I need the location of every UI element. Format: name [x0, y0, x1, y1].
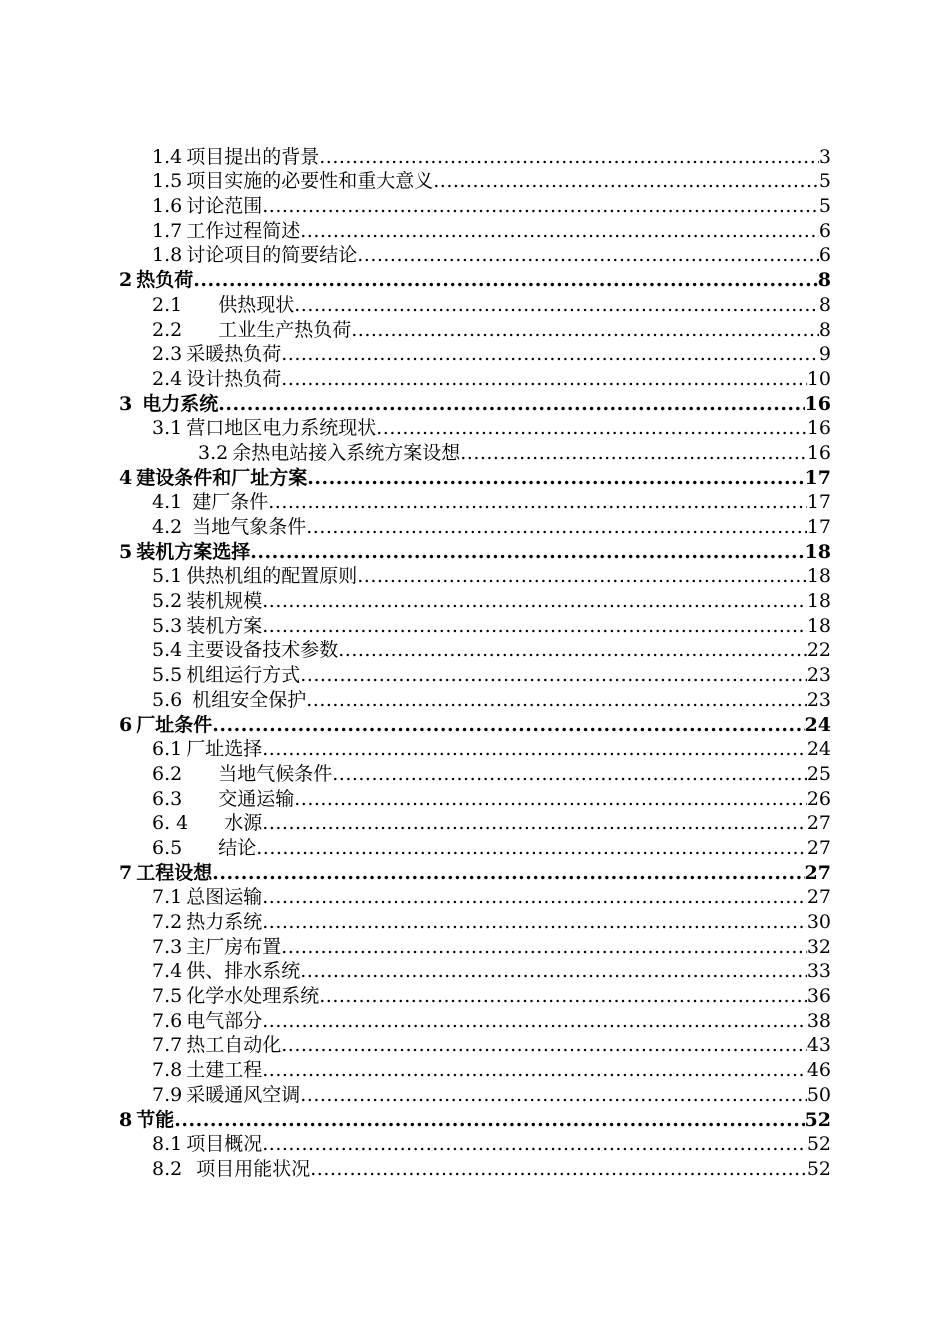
toc-page-number: 27: [806, 812, 831, 835]
toc-entry-text: 主厂房布置: [186, 935, 282, 958]
toc-entry-text: 装机方案: [186, 614, 263, 637]
toc-dot-leader: [376, 416, 807, 440]
toc-entry-title: [152, 342, 281, 366]
toc-page-number: 25: [806, 762, 831, 785]
toc-page-number: 5: [818, 170, 831, 193]
toc-dot-leader: [351, 318, 819, 342]
toc-entry-text: 化学水处理系统: [186, 985, 320, 1008]
toc-dot-leader: [262, 811, 807, 835]
toc-entry-text: 工作过程简述: [186, 219, 301, 242]
toc-entry-title: [152, 293, 294, 317]
toc-entry-title: [119, 1108, 174, 1132]
toc-entry[interactable]: [0, 317, 831, 342]
toc-dot-leader: [306, 515, 807, 539]
toc-entry-number: 4: [119, 466, 133, 489]
toc-page-number: 52: [804, 1108, 831, 1131]
toc-entry-title: [152, 688, 306, 712]
toc-entry-text: 项目提出的背景: [186, 145, 320, 168]
toc-entry[interactable]: [0, 366, 831, 391]
toc-entry[interactable]: [0, 243, 831, 268]
toc-entry-text: 热负荷: [136, 269, 194, 292]
toc-entry-title: [119, 861, 212, 885]
toc-dot-leader: [307, 466, 804, 490]
toc-page-number: 6: [818, 219, 831, 242]
toc-page-number: 43: [806, 1034, 831, 1057]
toc-dot-leader: [262, 614, 807, 638]
toc-dot-leader: [294, 293, 819, 317]
toc-entry[interactable]: [0, 416, 831, 441]
toc-entry-number: 8.1: [152, 1133, 183, 1156]
toc-dot-leader: [281, 342, 819, 366]
toc-entry-text: 结论: [218, 836, 257, 859]
toc-entry-number: 5.5: [152, 664, 183, 687]
toc-dot-leader: [193, 268, 818, 292]
toc-entry-number: 5.4: [152, 639, 183, 662]
toc-entry-text: 采暖热负荷: [186, 343, 282, 366]
toc-dot-leader: [357, 564, 807, 588]
toc-entry[interactable]: [0, 144, 831, 169]
toc-entry[interactable]: [0, 218, 831, 243]
toc-entry-text: 工业生产热负荷: [218, 318, 352, 341]
toc-dot-leader: [262, 1009, 807, 1033]
toc-entry[interactable]: [0, 342, 831, 367]
toc-dot-leader: [281, 367, 807, 391]
toc-entry-number: 3.1: [152, 417, 183, 440]
toc-entry[interactable]: [0, 1107, 831, 1132]
toc-dot-leader: [433, 169, 819, 193]
toc-entry-title: [152, 737, 262, 761]
toc-dot-leader: [300, 959, 807, 983]
toc-entry-number: 5: [119, 540, 133, 563]
toc-entry-number: 7.6: [152, 1009, 183, 1032]
toc-entry-title: [119, 268, 193, 292]
toc-entry-title: [152, 243, 357, 267]
toc-entry-title: [152, 811, 262, 835]
toc-page-number: 16: [806, 417, 831, 440]
toc-page-number: 17: [804, 466, 831, 489]
toc-entry-number: 2.1: [152, 293, 183, 316]
toc-entry[interactable]: [0, 712, 831, 737]
toc-entry-title: [119, 392, 218, 416]
toc-entry-title: [198, 441, 460, 465]
toc-page-number: 3: [818, 145, 831, 168]
toc-entry-number: 2.4: [152, 367, 183, 390]
toc-page-number: 10: [806, 367, 831, 390]
toc-entry-text: 主要设备技术参数: [186, 639, 339, 662]
toc-entry-title: [152, 1157, 310, 1181]
toc-entry[interactable]: [0, 761, 831, 786]
toc-entry-title: [152, 910, 262, 934]
toc-dot-leader: [262, 885, 807, 909]
toc-page-number: 23: [806, 688, 831, 711]
toc-page-number: 17: [806, 491, 831, 514]
toc-entry-text: 厂址选择: [186, 738, 263, 761]
toc-entry[interactable]: [0, 885, 831, 910]
toc-entry-number: 6.5: [152, 836, 183, 859]
toc-entry-title: [152, 367, 281, 391]
toc-entry-text: 厂址条件: [136, 713, 213, 736]
toc-entry[interactable]: [0, 193, 831, 218]
toc-entry[interactable]: [0, 934, 831, 959]
toc-entry-text: 热工自动化: [186, 1034, 282, 1057]
toc-entry[interactable]: [0, 909, 831, 934]
toc-page-number: 18: [806, 614, 831, 637]
toc-entry-text: 当地气象条件: [192, 516, 307, 538]
toc-entry-number: 6.3: [152, 787, 183, 810]
toc-entry[interactable]: [0, 860, 831, 885]
toc-page-number: 26: [806, 787, 831, 810]
toc-entry-text: 电气部分: [186, 1009, 263, 1032]
toc-entry[interactable]: [0, 588, 831, 613]
toc-entry[interactable]: [0, 1008, 831, 1033]
toc-entry-title: [152, 959, 300, 983]
toc-entry-text: 当地气候条件: [218, 762, 333, 785]
toc-entry-title: [152, 638, 338, 662]
toc-entry-number: 1.8: [152, 244, 183, 267]
toc-dot-leader: [306, 688, 807, 712]
toc-page-number: 30: [806, 911, 831, 933]
toc-entry[interactable]: [0, 1132, 831, 1157]
toc-entry-text: 营口地区电力系统现状: [186, 417, 377, 440]
toc-entry[interactable]: [0, 1033, 831, 1058]
toc-entry-number: 8.2: [152, 1157, 183, 1180]
toc-dot-leader: [332, 762, 807, 786]
toc-entry[interactable]: [0, 564, 831, 589]
toc-entry-title: [152, 614, 262, 638]
toc-entry-text: 供热现状: [218, 293, 295, 316]
toc-entry-title: [152, 589, 262, 613]
toc-entry[interactable]: [0, 539, 831, 564]
toc-entry-text: 项目用能状况: [196, 1157, 311, 1180]
toc-entry-number: 7: [119, 861, 133, 884]
toc-entry[interactable]: [0, 514, 831, 539]
toc-page-number: 9: [818, 343, 831, 366]
toc-entry-text: 热力系统: [186, 911, 263, 933]
toc-dot-leader: [300, 1083, 807, 1107]
toc-entry-text: 水源: [224, 812, 263, 835]
toc-entry-number: 1.4: [152, 145, 183, 168]
toc-entry-number: 2: [119, 269, 133, 292]
toc-page-number: 5: [818, 195, 831, 218]
toc-dot-leader: [262, 910, 807, 934]
toc-entry[interactable]: [0, 786, 831, 811]
toc-entry-number: 7.2: [152, 911, 183, 933]
toc-entry-text: 项目概况: [186, 1133, 263, 1156]
toc-entry[interactable]: [0, 440, 831, 465]
toc-page-number: 32: [806, 935, 831, 958]
toc-page-number: 52: [806, 1133, 831, 1156]
toc-page-number: 33: [806, 960, 831, 983]
toc-entry-title: [152, 984, 319, 1008]
toc-page-number: 27: [806, 836, 831, 859]
toc-entry-number: 1.6: [152, 195, 183, 218]
toc-entry-title: [152, 145, 319, 169]
toc-dot-leader: [357, 243, 819, 267]
toc-dot-leader: [310, 1157, 807, 1181]
toc-dot-leader: [281, 1033, 807, 1057]
toc-entry-text: 机组安全保护: [192, 688, 307, 711]
toc-dot-leader: [250, 540, 804, 564]
toc-entry-title: [152, 787, 294, 811]
toc-entry[interactable]: [0, 613, 831, 638]
toc-page-number: 46: [806, 1059, 831, 1082]
toc-dot-leader: [319, 145, 819, 169]
toc-entry-number: 4.1: [152, 491, 183, 514]
toc-entry[interactable]: [0, 465, 831, 490]
toc-entry-number: 3.2: [198, 441, 229, 464]
toc-dot-leader: [262, 1058, 807, 1082]
toc-entry-title: [152, 194, 262, 218]
toc-entry-title: [119, 466, 307, 490]
toc-page-number: 22: [806, 639, 831, 662]
toc-entry-number: 6.1: [152, 738, 183, 761]
toc-page-number: 36: [806, 985, 831, 1008]
toc-entry-text: 供、排水系统: [186, 960, 301, 983]
toc-entry-number: 6. 4: [152, 812, 189, 835]
toc-entry-text: 设计热负荷: [186, 367, 282, 390]
toc-dot-leader: [262, 194, 819, 218]
toc-entry[interactable]: [0, 292, 831, 317]
toc-entry-text: 总图运输: [186, 886, 263, 909]
toc-entry-number: 1.7: [152, 219, 183, 242]
toc-entry-text: 电力系统: [142, 392, 219, 415]
toc-dot-leader: [256, 836, 807, 860]
toc-entry-title: [152, 935, 281, 959]
toc-entry-number: 6.2: [152, 762, 183, 785]
toc-entry-title: [152, 836, 256, 860]
toc-entry-title: [152, 885, 262, 909]
toc-dot-leader: [338, 638, 807, 662]
toc-entry-title: [152, 318, 351, 342]
toc-entry-title: [119, 713, 212, 737]
toc-entry[interactable]: [0, 490, 831, 515]
toc-entry-number: 7.1: [152, 886, 183, 909]
toc-entry-text: 采暖通风空调: [186, 1083, 301, 1106]
toc-page-number: 24: [806, 738, 831, 761]
toc-entry-number: 7.8: [152, 1059, 183, 1082]
toc-entry-number: 5.1: [152, 565, 183, 588]
toc-entry-title: [152, 490, 268, 514]
toc-entry-number: 3: [119, 392, 133, 415]
toc-entry-title: [152, 1083, 300, 1107]
toc-entry[interactable]: [0, 267, 831, 292]
toc-entry[interactable]: [0, 1082, 831, 1107]
toc-dot-leader: [294, 787, 807, 811]
toc-entry-text: 装机规模: [186, 590, 263, 613]
toc-entry-text: 工程设想: [136, 861, 213, 884]
toc-entry-number: 5.3: [152, 614, 183, 637]
toc-entry-number: 7.9: [152, 1083, 183, 1106]
toc-entry-title: [152, 1009, 262, 1033]
toc-entry[interactable]: [0, 687, 831, 712]
toc-dot-leader: [300, 219, 819, 243]
toc-dot-leader: [212, 713, 804, 737]
toc-entry[interactable]: [0, 638, 831, 663]
toc-entry-text: 节能: [136, 1108, 175, 1131]
toc-dot-leader: [212, 861, 804, 885]
toc-entry-text: 机组运行方式: [186, 664, 301, 687]
toc-entry-number: 7.7: [152, 1034, 183, 1057]
toc-entry-number: 8: [119, 1108, 133, 1131]
toc-entry-number: 6: [119, 713, 133, 736]
toc-entry-text: 装机方案选择: [136, 540, 251, 563]
toc-entry[interactable]: [0, 811, 831, 836]
toc-dot-leader: [319, 984, 807, 1008]
toc-dot-leader: [262, 589, 807, 613]
toc-page-number: 23: [806, 664, 831, 687]
toc-page-number: 16: [804, 392, 831, 415]
toc-entry-number: 4.2: [152, 516, 183, 538]
toc-page-number: 18: [804, 540, 831, 563]
toc-page-number: 50: [806, 1083, 831, 1106]
toc-entry[interactable]: [0, 835, 831, 860]
toc-page-number: 8: [818, 293, 831, 316]
toc-page-number: 24: [804, 713, 831, 736]
toc-dot-leader: [218, 392, 804, 416]
toc-dot-leader: [174, 1108, 804, 1132]
toc-entry-text: 建设条件和厂址方案: [136, 466, 308, 489]
toc-entry-text: 项目实施的必要性和重大意义: [186, 170, 434, 193]
toc-entry-title: [152, 169, 433, 193]
toc-page-number: 17: [806, 516, 831, 538]
toc-entry-number: 5.6: [152, 688, 183, 711]
toc-entry-number: 2.3: [152, 343, 183, 366]
toc-page-number: 8: [817, 269, 831, 292]
toc-entry[interactable]: [0, 662, 831, 687]
table-of-contents: [0, 144, 950, 1181]
toc-page-number: 16: [806, 441, 831, 464]
toc-entry-title: [152, 1132, 262, 1156]
toc-entry-text: 余热电站接入系统方案设想: [232, 441, 461, 464]
toc-page-number: 38: [806, 1009, 831, 1032]
toc-entry-text: 讨论项目的简要结论: [186, 244, 358, 267]
toc-page-number: 18: [806, 565, 831, 588]
toc-dot-leader: [262, 1132, 807, 1156]
toc-entry-number: 7.4: [152, 960, 183, 983]
toc-dot-leader: [281, 935, 807, 959]
toc-entry-number: 7.5: [152, 985, 183, 1008]
toc-entry-title: [152, 762, 332, 786]
toc-entry[interactable]: [0, 1057, 831, 1082]
toc-entry-title: [119, 540, 250, 564]
toc-entry-title: [152, 219, 300, 243]
toc-page-number: 6: [818, 244, 831, 267]
toc-entry-title: [152, 663, 300, 687]
toc-entry-title: [152, 1033, 281, 1057]
toc-page-number: 52: [806, 1157, 831, 1180]
toc-entry-text: 建厂条件: [192, 491, 269, 514]
toc-entry[interactable]: [0, 391, 831, 416]
toc-dot-leader: [300, 663, 807, 687]
toc-page-number: 27: [804, 861, 831, 884]
toc-entry-title: [152, 416, 376, 440]
toc-entry-number: 5.2: [152, 590, 183, 613]
toc-entry[interactable]: [0, 169, 831, 194]
toc-entry-number: 7.3: [152, 935, 183, 958]
toc-entry-text: 讨论范围: [186, 195, 263, 218]
toc-entry-text: 交通运输: [218, 787, 295, 810]
toc-entry[interactable]: [0, 1156, 831, 1181]
toc-entry-number: 1.5: [152, 170, 183, 193]
toc-entry-title: [152, 515, 306, 539]
toc-entry-text: 土建工程: [186, 1059, 263, 1082]
toc-dot-leader: [460, 441, 807, 465]
toc-entry-title: [152, 1058, 262, 1082]
toc-entry[interactable]: [0, 959, 831, 984]
toc-page-number: 8: [818, 318, 831, 341]
toc-dot-leader: [262, 737, 807, 761]
toc-entry-text: 供热机组的配置原则: [186, 565, 358, 588]
toc-dot-leader: [268, 490, 807, 514]
toc-entry-number: 2.2: [152, 318, 183, 341]
toc-page-number: 18: [806, 590, 831, 613]
toc-page-number: 27: [806, 886, 831, 909]
toc-entry[interactable]: [0, 737, 831, 762]
toc-entry[interactable]: [0, 983, 831, 1008]
toc-entry-title: [152, 564, 357, 588]
